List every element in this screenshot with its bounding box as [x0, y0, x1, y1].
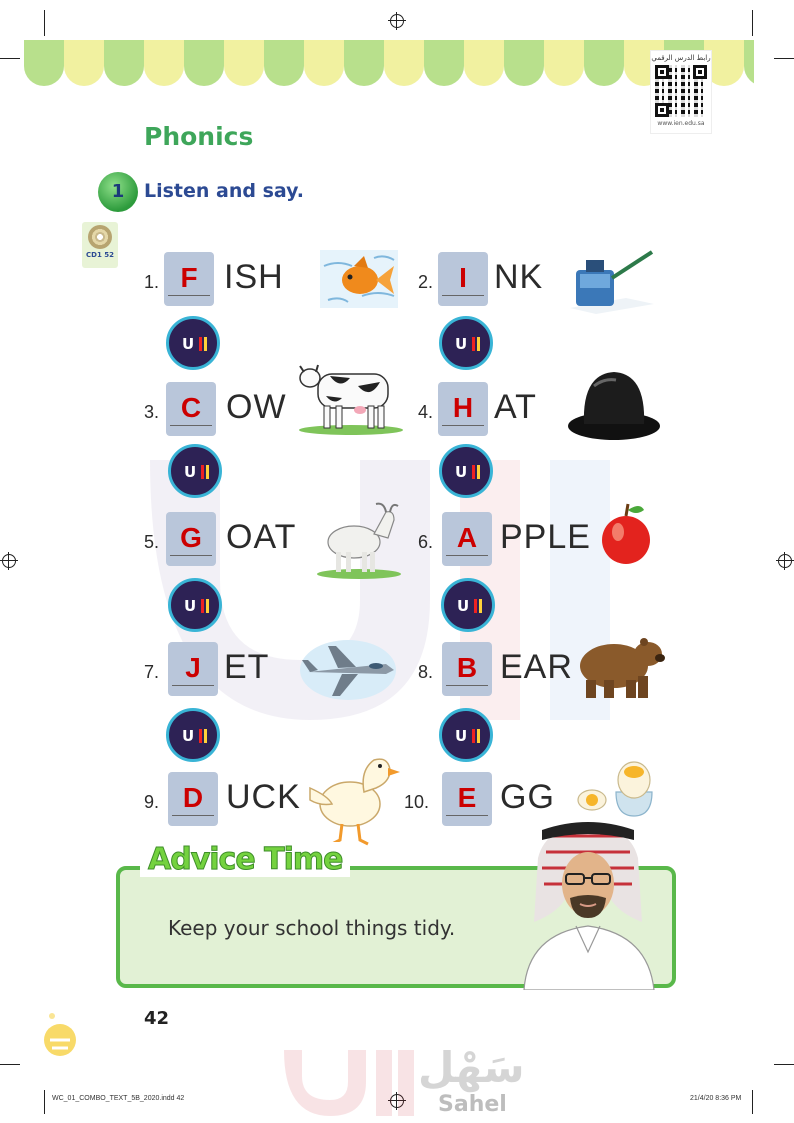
word-rest: ISH [224, 258, 284, 296]
logo-bar-red [199, 337, 202, 351]
initial-letter: C [180, 392, 202, 423]
bowler-hat-icon [564, 366, 664, 444]
registration-mark [778, 554, 792, 568]
item-number: 3. [144, 402, 160, 422]
crop-mark [0, 1064, 20, 1065]
logo-bar-yellow [204, 337, 207, 351]
crop-mark [774, 58, 794, 59]
audio-play-button[interactable] [166, 316, 220, 370]
letter-box [442, 642, 492, 696]
logo-bar-yellow [479, 599, 482, 613]
initial-letter: G [180, 522, 202, 553]
letter-box [168, 642, 218, 696]
logo-bar-red [474, 599, 477, 613]
man-illustration-icon [516, 822, 662, 990]
sahel-logo-icon: U [455, 727, 467, 745]
ink-bottle-icon [566, 248, 656, 314]
logo-bar-red [199, 729, 202, 743]
sahel-watermark-arabic: سَهْل [418, 1043, 525, 1092]
print-date: 21/4/20 8:36 PM [690, 1095, 742, 1102]
letter-box [166, 512, 216, 566]
file-info: WC_01_COMBO_TEXT_5B_2020.indd 42 [52, 1095, 185, 1102]
audio-play-button[interactable] [441, 578, 495, 632]
initial-letter: A [456, 522, 478, 553]
letter-box [166, 382, 216, 436]
registration-mark [2, 554, 16, 568]
initial-letter: B [456, 652, 478, 683]
audio-play-button[interactable] [168, 578, 222, 632]
initial-letter: H [452, 392, 474, 423]
cd-track-label: CD1 52 [86, 251, 114, 259]
letter-box [438, 252, 488, 306]
crop-mark [752, 1090, 753, 1114]
qr-url: www.ien.edu.sa [657, 120, 705, 127]
sahel-corner-logo-icon [40, 1006, 80, 1060]
sahel-logo-icon: U [455, 463, 467, 481]
item-number: 9. [144, 792, 160, 812]
item-number: 10. [404, 792, 430, 812]
boiled-egg-icon [576, 750, 662, 822]
cd-icon [88, 225, 112, 249]
logo-bar-red [472, 465, 475, 479]
sahel-logo-icon: U [182, 335, 194, 353]
advice-title: Advice Time [140, 842, 350, 877]
exercise-instruction: Listen and say. [144, 180, 305, 202]
item-number: 8. [418, 662, 434, 682]
letter-box [168, 772, 218, 826]
cd-track-badge[interactable] [82, 222, 118, 268]
logo-bar-yellow [477, 337, 480, 351]
logo-bar-yellow [477, 465, 480, 479]
jet-icon [298, 634, 398, 704]
crop-mark [0, 58, 20, 59]
bear-icon [570, 626, 666, 702]
logo-bar-yellow [206, 599, 209, 613]
audio-play-button[interactable] [439, 708, 493, 762]
letter-box [438, 382, 488, 436]
logo-bar-yellow [477, 729, 480, 743]
registration-mark [390, 14, 404, 28]
word-rest: UCK [226, 778, 301, 816]
item-number: 1. [144, 272, 160, 292]
exercise-number-badge: 1 [98, 172, 138, 212]
logo-bar-red [472, 337, 475, 351]
audio-play-button[interactable] [439, 444, 493, 498]
goat-icon [314, 498, 404, 580]
sahel-logo-icon: U [184, 597, 196, 615]
scalloped-banner [24, 40, 754, 90]
letter-box [442, 512, 492, 566]
initial-letter: I [459, 262, 467, 293]
page-number: 42 [144, 1008, 170, 1029]
initial-letter: E [457, 782, 477, 813]
crop-mark [44, 10, 45, 36]
sahel-logo-icon: U [184, 463, 196, 481]
word-rest: PPLE [500, 518, 591, 556]
initial-letter: F [180, 262, 198, 293]
page-title: Phonics [144, 122, 254, 151]
logo-bar-yellow [206, 465, 209, 479]
audio-play-button[interactable] [439, 316, 493, 370]
word-rest: ET [224, 648, 270, 686]
crop-mark [44, 1090, 45, 1114]
crop-mark [752, 10, 753, 36]
goldfish-icon [318, 246, 400, 312]
letter-box [164, 252, 214, 306]
word-rest: GG [500, 778, 555, 816]
advice-text: Keep your school things tidy. [168, 916, 456, 940]
initial-letter: J [185, 652, 201, 683]
item-number: 5. [144, 532, 160, 552]
crop-mark [774, 1064, 794, 1065]
sahel-logo-icon: U [455, 335, 467, 353]
audio-play-button[interactable] [168, 444, 222, 498]
qr-code-card[interactable] [650, 50, 712, 134]
initial-letter: D [182, 782, 204, 813]
qr-code-icon[interactable] [655, 65, 707, 117]
word-rest: NK [494, 258, 544, 296]
sahel-watermark-english: Sahel [438, 1092, 507, 1117]
logo-bar-red [201, 599, 204, 613]
sahel-logo-icon: U [457, 597, 469, 615]
item-number: 2. [418, 272, 434, 292]
apple-icon [594, 500, 658, 568]
word-rest: EAR [500, 648, 573, 686]
word-rest: AT [494, 388, 537, 426]
qr-label: رابط الدرس الرقمي [651, 54, 711, 62]
logo-bar-yellow [204, 729, 207, 743]
audio-play-button[interactable] [166, 708, 220, 762]
sahel-logo-icon: U [182, 727, 194, 745]
word-rest: OAT [226, 518, 297, 556]
duck-icon [304, 748, 402, 848]
logo-bar-red [201, 465, 204, 479]
item-number: 4. [418, 402, 434, 422]
cow-icon [296, 356, 406, 436]
letter-box [442, 772, 492, 826]
item-number: 7. [144, 662, 160, 682]
logo-bar-red [472, 729, 475, 743]
item-number: 6. [418, 532, 434, 552]
word-rest: OW [226, 388, 287, 426]
